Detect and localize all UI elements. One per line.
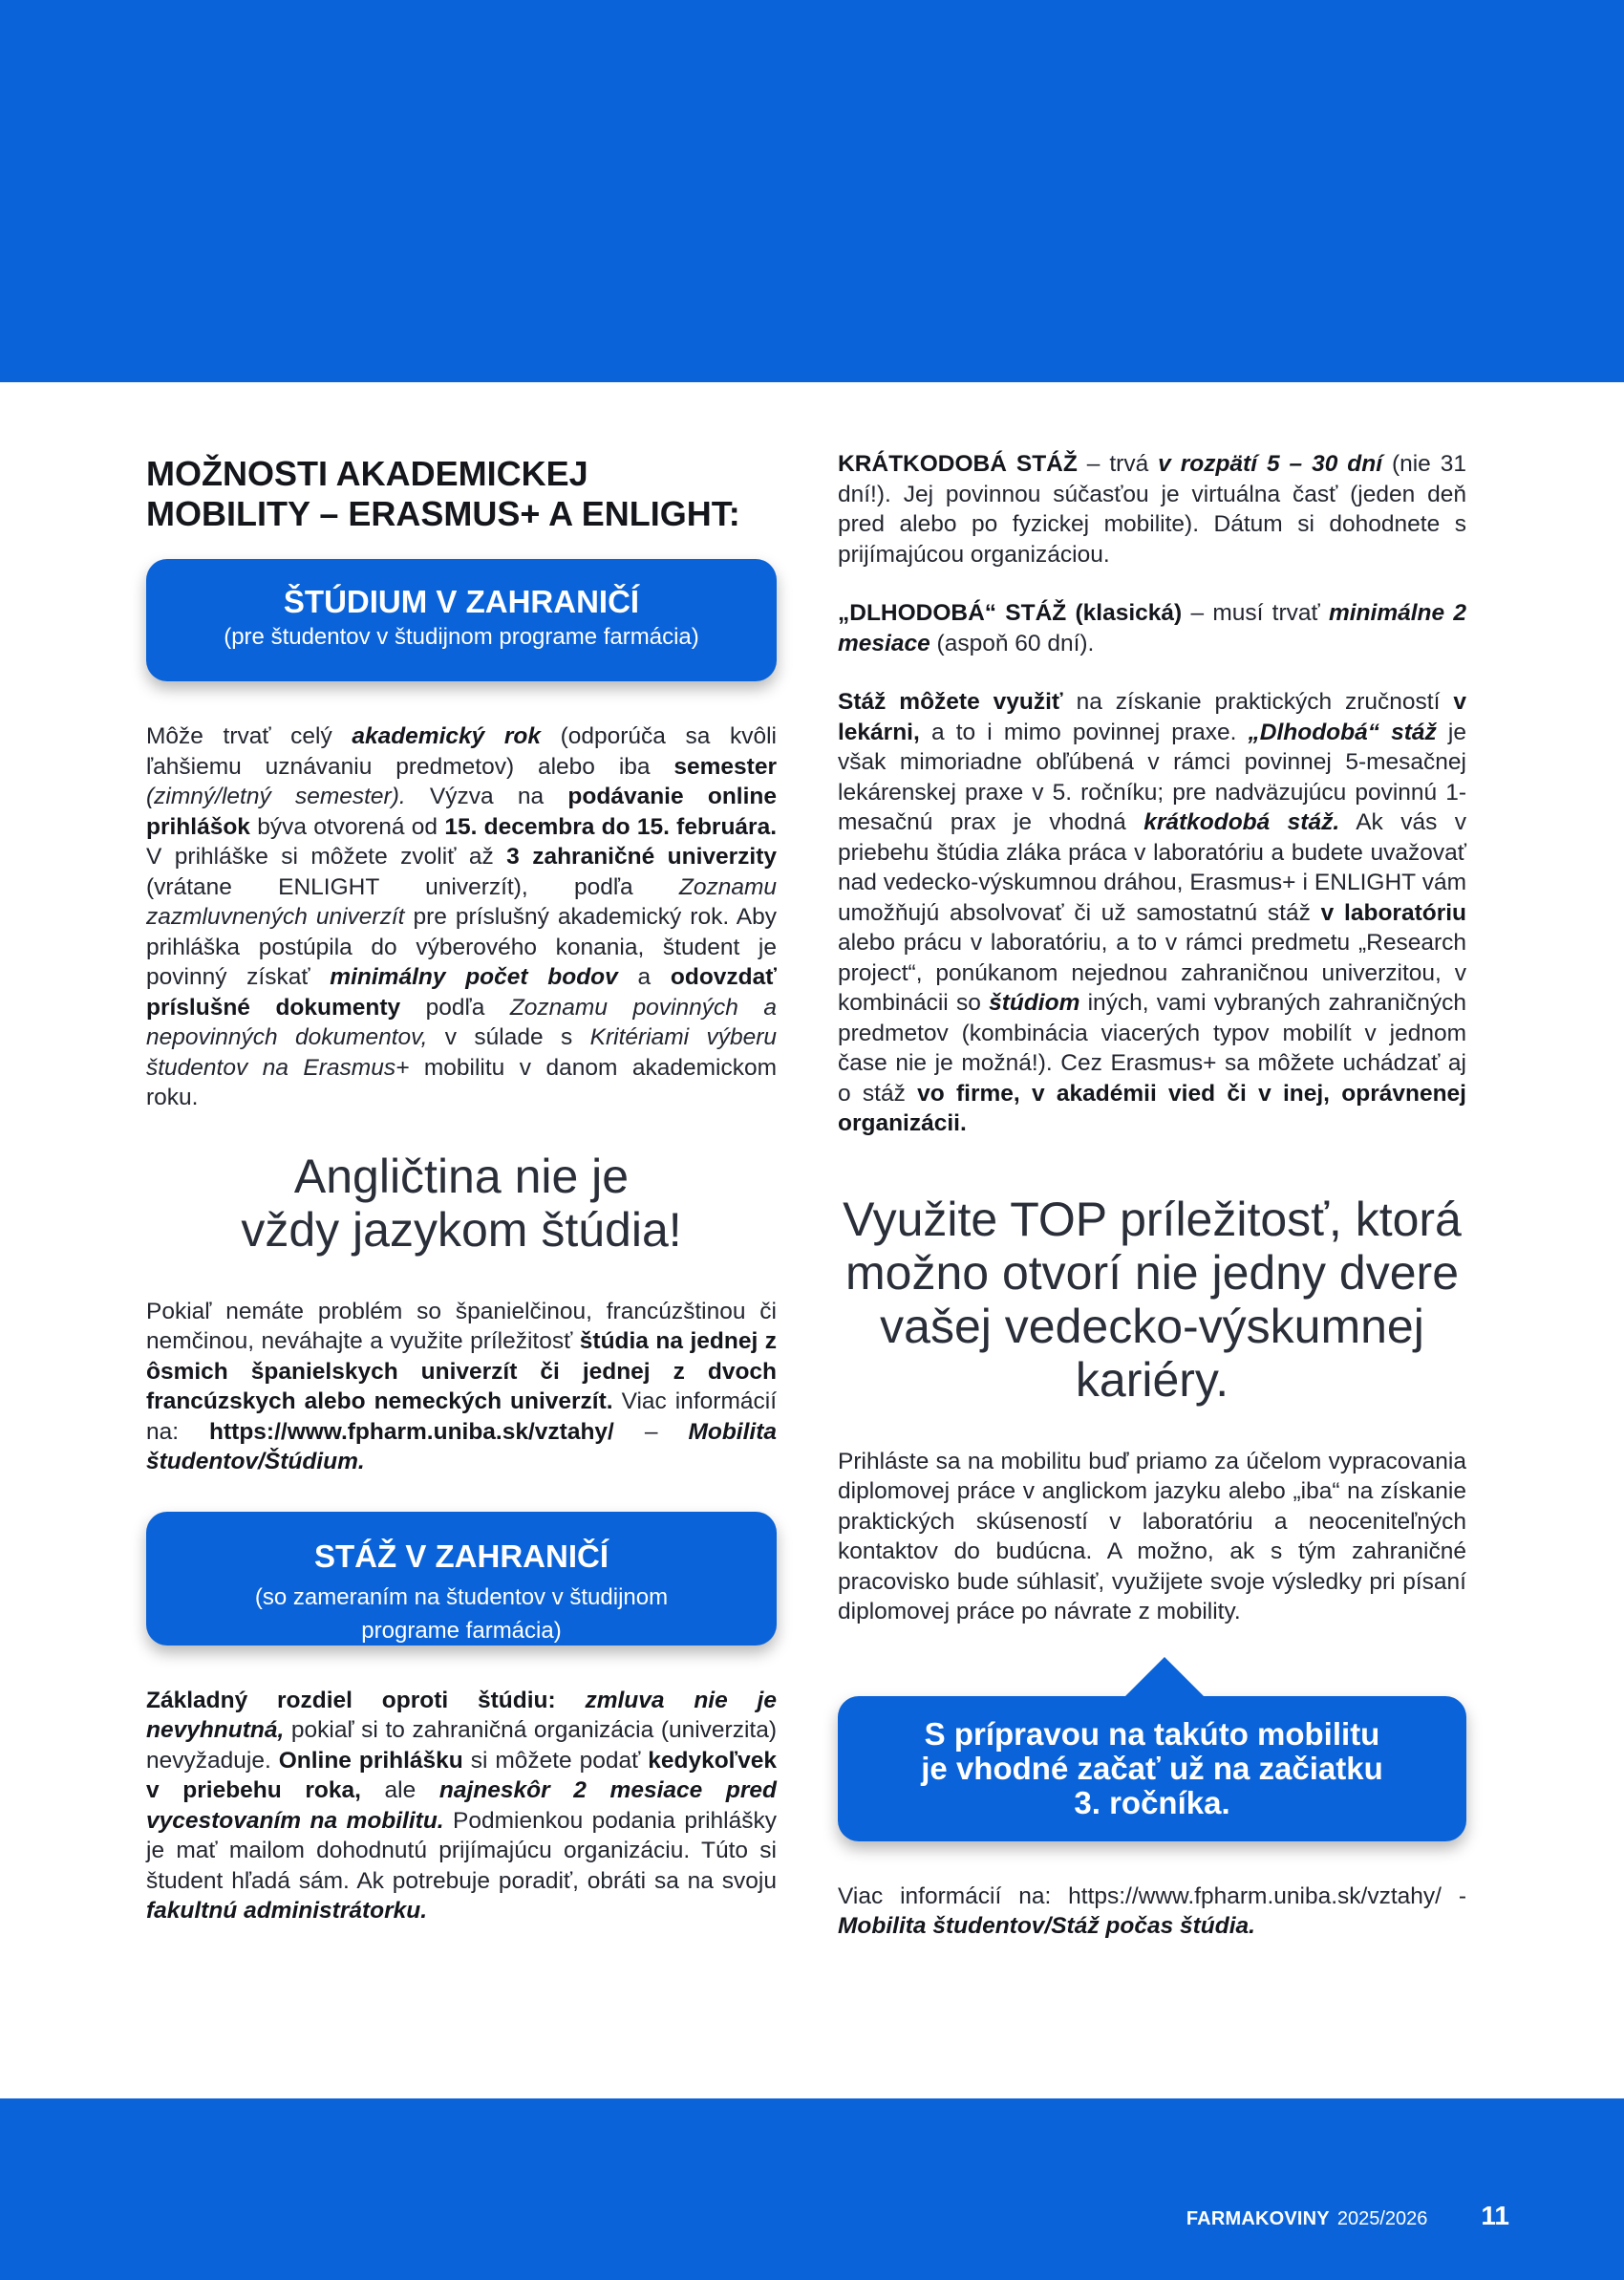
internship-abroad-box [146,1512,777,1645]
study-abroad-box [146,559,777,681]
internship-abroad-subtitle-1: (so zameraním na študentov v študijnom [254,1583,669,1610]
page-number: 11 [1481,2201,1509,2230]
internship-description: Základný rozdiel oproti štúdiu: zmluva nie je nevyhnutná, pokiaľ si to zahraničná organizácia (univerzita) nevyžaduje. Online prihlášku si môžete podať kedykoľvek v priebehu roka, ale najneskôr 2 mesiace pred vycestovaním na mobilitu. Podmienkou podania prihlášky je mať mailom dohodnutú prijímajúcu organizáciu. Túto si študent hľadá sám. Ak potrebuje poradiť, obráti sa na svoju fakultnú administrátorku. [146,1687,777,1924]
page-title-line2: MOBILITY – ERASMUS+ A ENLIGHT: [146,494,740,533]
left-column [146,449,777,1926]
top-banner [0,0,1624,382]
callout-box: S prípravou na takúto mobilitu je vhodné začať už na začiatku 3. ročníka. [838,1696,1466,1841]
career-quote: Využite TOP príležitosť, ktorá možno otvorí nie jedny dvere vašej vedecko-výskumnej kariéry. [843,1192,1462,1407]
right-column [838,449,1466,1942]
apply-description: Prihláste sa na mobilitu buď priamo za účelom vypracovania diplomovej práce v anglickom jazyku alebo „iba“ na získanie praktických skúseností v laboratóriu a neoceniteľných kontaktov do budúcna. A možno, ak s tým zahraničné pracovisko bude súhlasiť, využijete svoje výsledky pri písaní diplomovej práce po návrate z mobility. [838,1448,1466,1624]
page-title-line1: MOŽNOSTI AKADEMICKEJ [146,454,588,493]
bottom-banner [0,2098,1624,2280]
short-internship-description: KRÁTKODOBÁ STÁŽ – trvá v rozpätí 5 – 30 dní (nie 31 dní!). Jej povinnou súčasťou je virtuálna časť (jeden deň pred alebo po fyzickej mobilite). Dátum si dohodnete s prijímajúcou organizáciou. [838,451,1466,568]
internship-abroad-title: STÁŽ V ZAHRANIČÍ [314,1538,609,1574]
study-info-link[interactable]: https://www.fpharm.uniba.sk/vztahy/ [209,1418,614,1445]
internship-usage-description: Stáž môžete využiť na získanie praktických zručností v lekárni, a to i mimo povinnej praxe. „Dlhodobá“ stáž je však mimoriadne obľúbená v rámci povinnej 5-mesačnej lekárenskej praxe v 5. ročníku; pre nadväzujúcu povinnú 1-mesačnú prax je vhodná krátkodobá stáž. Ak vás v priebehu štúdia zláka práca v laboratóriu a budete uvažovať nad vedecko-výskumnou dráhou, Erasmus+ i ENLIGHT vám umožňujú absolvovať či už samostatnú stáž v laboratóriu alebo prácu v laboratóriu, a to v rámci predmetu „Research project“, ponúkanom nejednou zahraničnou univerzitou, v kombinácii so štúdiom iných, vami vybraných zahraničných predmetov (kombinácia viacerých typov mobilít v jednom čase nie je možná!). Cez Erasmus+ sa môžete uchádzať aj o stáž vo firme, v akadémii vied či v inej, oprávnenej organizácii. [838,689,1467,1136]
callout-pointer [1124,1657,1205,1697]
study-abroad-title: ŠTÚDIUM V ZAHRANIČÍ [283,584,640,619]
footer-brand: FARMAKOVINY [1186,2208,1330,2229]
internship-info-link[interactable]: Viac informácií na: https://www.fpharm.uniba.sk/vztahy/ - [838,1882,1466,1909]
language-description: Pokiaľ nemáte problém so španielčinou, francúzštinou či nemčinou, neváhajte a využite príležitosť štúdia na jednej z ôsmich španielskych univerzít či jednej z dvoch francúzskych alebo nemeckých univerzít. Viac informácií na: https://www.fpharm.uniba.sk/vztahy/ – Mobilita študentov/Štúdium. [146,1298,777,1474]
more-info: Viac informácií na: https://www.fpharm.uniba.sk/vztahy/ - Mobilita študentov/Stáž počas štúdia. [838,1882,1466,1939]
long-internship-description: „DLHODOBÁ“ STÁŽ (klasická) – musí trvať minimálne 2 mesiace (aspoň 60 dní). [838,600,1466,656]
footer-year: 2025/2026 [1336,2208,1428,2229]
page-title [146,454,777,534]
preparation-callout [838,1696,1466,1841]
study-description: Môže trvať celý akademický rok (odporúča sa kvôli ľahšiemu uznávaniu predmetov) alebo iba semester (zimný/letný semester). Výzva na podávanie online prihlášok býva otvorená od 15. decembra do 15. februára. V prihláške si môžete zvoliť až 3 zahraničné univerzity (vrátane ENLIGHT univerzít), podľa Zoznamu zazmluvnených univerzít pre príslušný akademický rok. Aby prihláška postúpila do výberového konania, študent je povinný získať minimálny počet bodov a odovzdať príslušné dokumenty podľa Zoznamu povinných a nepovinných dokumentov, v súlade s Kritériami výberu študentov na Erasmus+ mobilitu v danom akademickom roku. [146,723,778,1110]
internship-abroad-subtitle-2: programe farmácia) [361,1617,562,1644]
page-footer [1186,2201,1509,2231]
language-quote: Angličtina nie je vždy jazykom štúdia! [241,1149,682,1257]
study-abroad-subtitle: (pre študentov v študijnom programe farmácia) [224,624,699,650]
